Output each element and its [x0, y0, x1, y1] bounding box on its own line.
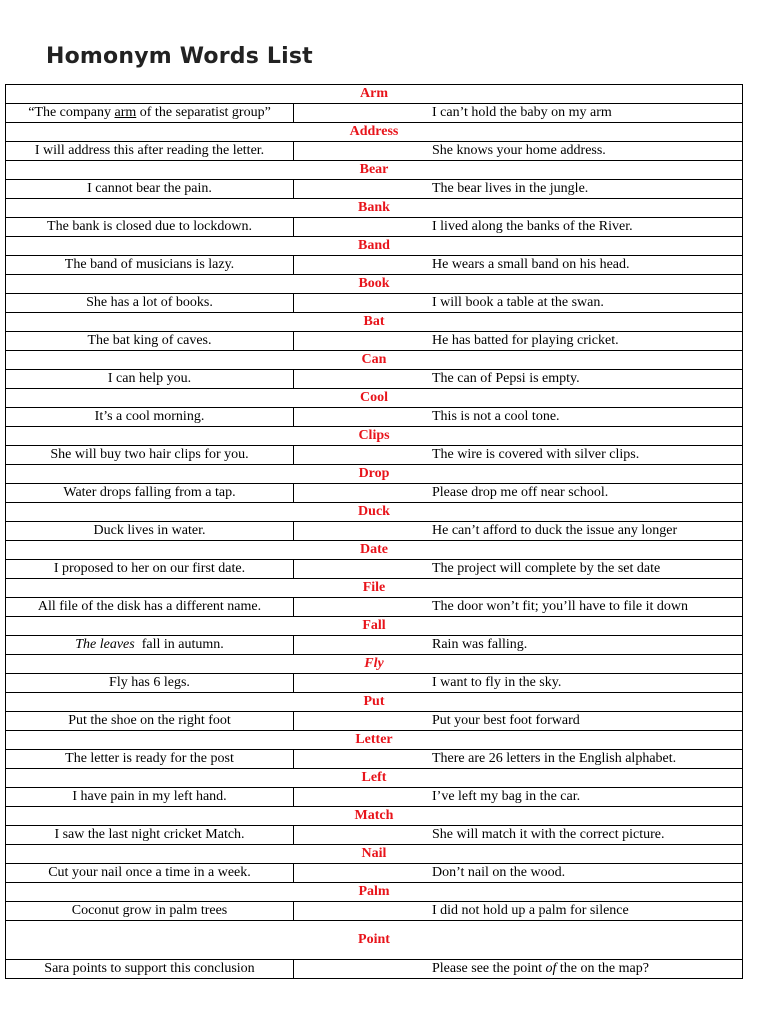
example-row	[6, 408, 743, 427]
example-sentence-2: He can’t afford to duck the issue any longer	[294, 522, 743, 541]
example-row	[6, 484, 743, 503]
homonym-word: Address	[6, 123, 743, 142]
example-sentence-2: He wears a small band on his head.	[294, 256, 743, 275]
homonym-word: Fall	[6, 617, 743, 636]
homonym-word: Date	[6, 541, 743, 560]
example-sentence-2: I’ve left my bag in the car.	[294, 788, 743, 807]
italic-phrase: The leaves	[75, 637, 135, 652]
word-row	[6, 389, 743, 408]
homonym-word: Band	[6, 237, 743, 256]
example-sentence-1: The bat king of caves.	[6, 332, 294, 351]
word-row	[6, 199, 743, 218]
example-row	[6, 960, 743, 979]
sentence-part: of the separatist group”	[136, 105, 271, 120]
word-row	[6, 503, 743, 522]
homonym-table	[5, 84, 743, 979]
example-sentence-2: The bear lives in the jungle.	[294, 180, 743, 199]
word-row	[6, 883, 743, 902]
example-sentence-2: The door won’t fit; you’ll have to file it down	[294, 598, 743, 617]
word-row	[6, 541, 743, 560]
example-sentence-1: The bank is closed due to lockdown.	[6, 218, 294, 237]
example-sentence-1: Duck lives in water.	[6, 522, 294, 541]
example-sentence-2: She knows your home address.	[294, 142, 743, 161]
example-sentence-1: I cannot bear the pain.	[6, 180, 294, 199]
homonym-word: Clips	[6, 427, 743, 446]
word-row	[6, 161, 743, 180]
word-row	[6, 351, 743, 370]
word-row	[6, 85, 743, 104]
example-sentence-2: She will match it with the correct picture.	[294, 826, 743, 845]
word-row	[6, 807, 743, 826]
homonym-word: Bat	[6, 313, 743, 332]
example-row	[6, 522, 743, 541]
homonym-word: Duck	[6, 503, 743, 522]
example-row	[6, 560, 743, 579]
example-sentence-1: I can help you.	[6, 370, 294, 389]
word-row	[6, 275, 743, 294]
word-row	[6, 427, 743, 446]
word-row	[6, 921, 743, 960]
homonym-word: Left	[6, 769, 743, 788]
word-row	[6, 313, 743, 332]
example-sentence-2: I did not hold up a palm for silence	[294, 902, 743, 921]
word-row	[6, 769, 743, 788]
homonym-word: Nail	[6, 845, 743, 864]
example-sentence-1: Coconut grow in palm trees	[6, 902, 294, 921]
word-row	[6, 845, 743, 864]
example-sentence-2: I will book a table at the swan.	[294, 294, 743, 313]
example-sentence-2: This is not a cool tone.	[294, 408, 743, 427]
example-row	[6, 104, 743, 123]
example-sentence-2: The project will complete by the set date	[294, 560, 743, 579]
example-sentence-2: There are 26 letters in the English alphabet.	[294, 750, 743, 769]
example-sentence-2: I want to fly in the sky.	[294, 674, 743, 693]
italic-word: of	[545, 961, 557, 976]
word-row	[6, 655, 743, 674]
word-row	[6, 465, 743, 484]
example-sentence-1: She will buy two hair clips for you.	[6, 446, 294, 465]
example-sentence-1: All file of the disk has a different name.	[6, 598, 294, 617]
example-sentence-2: The wire is covered with silver clips.	[294, 446, 743, 465]
example-sentence-1: Cut your nail once a time in a week.	[6, 864, 294, 883]
example-sentence-1: It’s a cool morning.	[6, 408, 294, 427]
word-row	[6, 123, 743, 142]
example-row	[6, 142, 743, 161]
example-sentence-1: I saw the last night cricket Match.	[6, 826, 294, 845]
example-row	[6, 218, 743, 237]
example-row	[6, 712, 743, 731]
homonym-word: Letter	[6, 731, 743, 750]
example-sentence-1	[6, 636, 294, 655]
example-row	[6, 294, 743, 313]
homonym-word: Put	[6, 693, 743, 712]
example-sentence-2: Rain was falling.	[294, 636, 743, 655]
homonym-word: Book	[6, 275, 743, 294]
sentence-part: fall in autumn.	[134, 637, 224, 652]
example-sentence-1: Water drops falling from a tap.	[6, 484, 294, 503]
example-sentence-2: The can of Pepsi is empty.	[294, 370, 743, 389]
sentence-part: the on the map?	[556, 961, 649, 976]
example-row	[6, 598, 743, 617]
homonym-word: Arm	[6, 85, 743, 104]
example-sentence-2	[294, 960, 743, 979]
example-row	[6, 332, 743, 351]
homonym-word: Bear	[6, 161, 743, 180]
sentence-part: Please see the point	[432, 961, 546, 976]
example-row	[6, 636, 743, 655]
homonym-word: Cool	[6, 389, 743, 408]
example-sentence-2: I can’t hold the baby on my arm	[294, 104, 743, 123]
word-row	[6, 237, 743, 256]
word-row	[6, 731, 743, 750]
example-row	[6, 256, 743, 275]
example-row	[6, 750, 743, 769]
example-row	[6, 788, 743, 807]
homonym-word: Point	[6, 921, 743, 960]
example-row	[6, 864, 743, 883]
example-sentence-2: Please drop me off near school.	[294, 484, 743, 503]
homonym-word: Drop	[6, 465, 743, 484]
example-sentence-2: I lived along the banks of the River.	[294, 218, 743, 237]
page-title: Homonym Words List	[46, 44, 313, 69]
example-sentence-2: Don’t nail on the wood.	[294, 864, 743, 883]
example-sentence-1: The letter is ready for the post	[6, 750, 294, 769]
example-sentence-2: Put your best foot forward	[294, 712, 743, 731]
example-sentence-1: Fly has 6 legs.	[6, 674, 294, 693]
example-row	[6, 180, 743, 199]
example-sentence-1: She has a lot of books.	[6, 294, 294, 313]
example-row	[6, 826, 743, 845]
example-sentence-1: Sara points to support this conclusion	[6, 960, 294, 979]
example-sentence-1: I have pain in my left hand.	[6, 788, 294, 807]
homonym-word: Match	[6, 807, 743, 826]
word-row	[6, 617, 743, 636]
word-row	[6, 579, 743, 598]
homonym-word: Fly	[6, 655, 743, 674]
sentence-part: “The company	[28, 105, 115, 120]
word-row	[6, 693, 743, 712]
example-row	[6, 446, 743, 465]
example-sentence-1: Put the shoe on the right foot	[6, 712, 294, 731]
example-sentence-1	[6, 104, 294, 123]
homonym-word: File	[6, 579, 743, 598]
example-sentence-2: He has batted for playing cricket.	[294, 332, 743, 351]
example-row	[6, 370, 743, 389]
example-sentence-1: The band of musicians is lazy.	[6, 256, 294, 275]
example-row	[6, 674, 743, 693]
underlined-word: arm	[114, 105, 137, 120]
homonym-word: Bank	[6, 199, 743, 218]
example-sentence-1: I proposed to her on our first date.	[6, 560, 294, 579]
example-sentence-1: I will address this after reading the letter.	[6, 142, 294, 161]
homonym-word: Palm	[6, 883, 743, 902]
homonym-word: Can	[6, 351, 743, 370]
example-row	[6, 902, 743, 921]
